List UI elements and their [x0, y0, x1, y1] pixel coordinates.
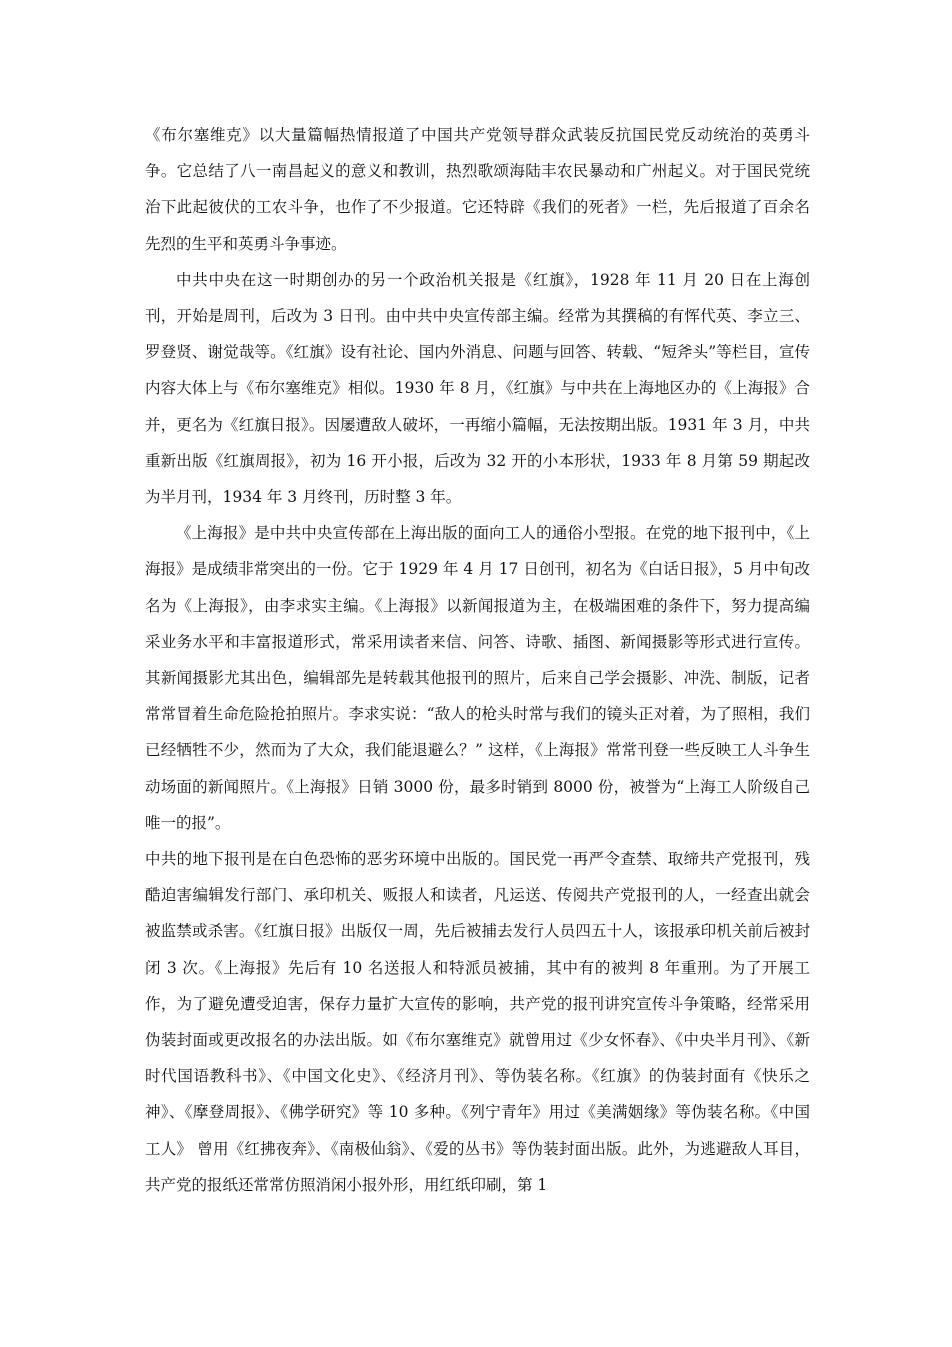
paragraph-shanghai-daily: 《上海报》是中共中央宣传部在上海出版的面向工人的通俗小型报。在党的地下报刊中，《上海报》是成绩非常突出的一份。它于 1929 年 4 月 17 日创刊，初名为《白话日报》，5 月中旬改名为《上海报》，由李求实主编。《上海报》以新闻报道为主，在极端困难的条件下，努力提高编采业务水平和丰富报道形式，常采用读者来信、问答、诗歌、插图、新闻摄影等形式进行宣传。其新闻摄影尤其出色，编辑部先是转载其他报刊的照片，后来自己学会摄影、冲洗、制版，记者常常冒着生命危险抢拍照片。李求实说：“敌人的枪头时常与我们的镜头正对着，为了照相，我们已经牺牲不少，然而为了大众，我们能退避么？” 这样，《上海报》常常刊登一些反映工人斗争生动场面的新闻照片。《上海报》日销 3000 份，最多时销到 8000 份，被誉为“上海工人阶级自己唯一的报”。 [145, 524, 810, 832]
paragraph-red-flag: 中共中央在这一时期创办的另一个政治机关报是《红旗》，1928 年 11 月 20 日在上海创刊，开始是周刊，后改为 3 日刊。由中共中央宣传部主编。经常为其撰稿的有恽代英、李立三、罗登贤、谢觉哉等。《红旗》设有社论、国内外消息、问题与回答、转载、“短斧头”等栏目，宣传内容大体上与《布尔塞维克》相似。1930 年 8 月，《红旗》与中共在上海地区办的《上海报》合并，更名为《红旗日报》。因屡遭敌人破坏，一再缩小篇幅，无法按期出版。1931 年 3 月，中共重新出版《红旗周报》，初为 16 开小报，后改为 32 开的小本形状，1933 年 8 月第 59 期起改为半月刊，1934 年 3 月终刊，历时整 3 年。 [145, 270, 810, 507]
paragraph-underground-press: 中共的地下报刊是在白色恐怖的恶劣环境中出版的。国民党一再严令查禁、取缔共产党报刊，残酷迫害编辑发行部门、承印机关、贩报人和读者，凡运送、传阅共产党报刊的人，一经查出就会被监禁或杀害。《红旗日报》出版仅一周，先后被捕去发行人员四五十人，该报承印机关前后被封闭 3 次。《上海报》先后有 10 名送报人和特派员被捕，其中有的被判 8 年重刑。为了开展工作，为了避免遭受迫害，保存力量扩大宣传的影响，共产党的报刊讲究宣传斗争策略，经常采用伪装封面或更改报名的办法出版。如《布尔塞维克》就曾用过《少女怀春》、《中央半月刊》、《新时代国语教科书》、《中国文化史》、《经济月刊》、等伪装名称。《红旗》的伪装封面有《快乐之神》、《摩登周报》、《佛学研究》等 10 多种。《列宁青年》用过《美满姻缘》等伪装名称。《中国工人》 曾用《红拂夜奔》、《南极仙翁》、《爱的丛书》等伪装封面出版。此外，为逃避敌人耳目，共产党的报纸还常常仿照消闲小报外形，用红纸印刷，第 1 [145, 850, 810, 1194]
document-page [145, 117, 810, 1203]
paragraph-bolshevik: 《布尔塞维克》以大量篇幅热情报道了中国共产党领导群众武装反抗国民党反动统治的英勇斗争。它总结了八一南昌起义的意义和教训，热烈歌颂海陆丰农民暴动和广州起义。对于国民党统治下此起彼伏的工农斗争，也作了不少报道。它还特辟《我们的死者》一栏，先后报道了百余名先烈的生平和英勇斗争事迹。 [145, 126, 810, 253]
